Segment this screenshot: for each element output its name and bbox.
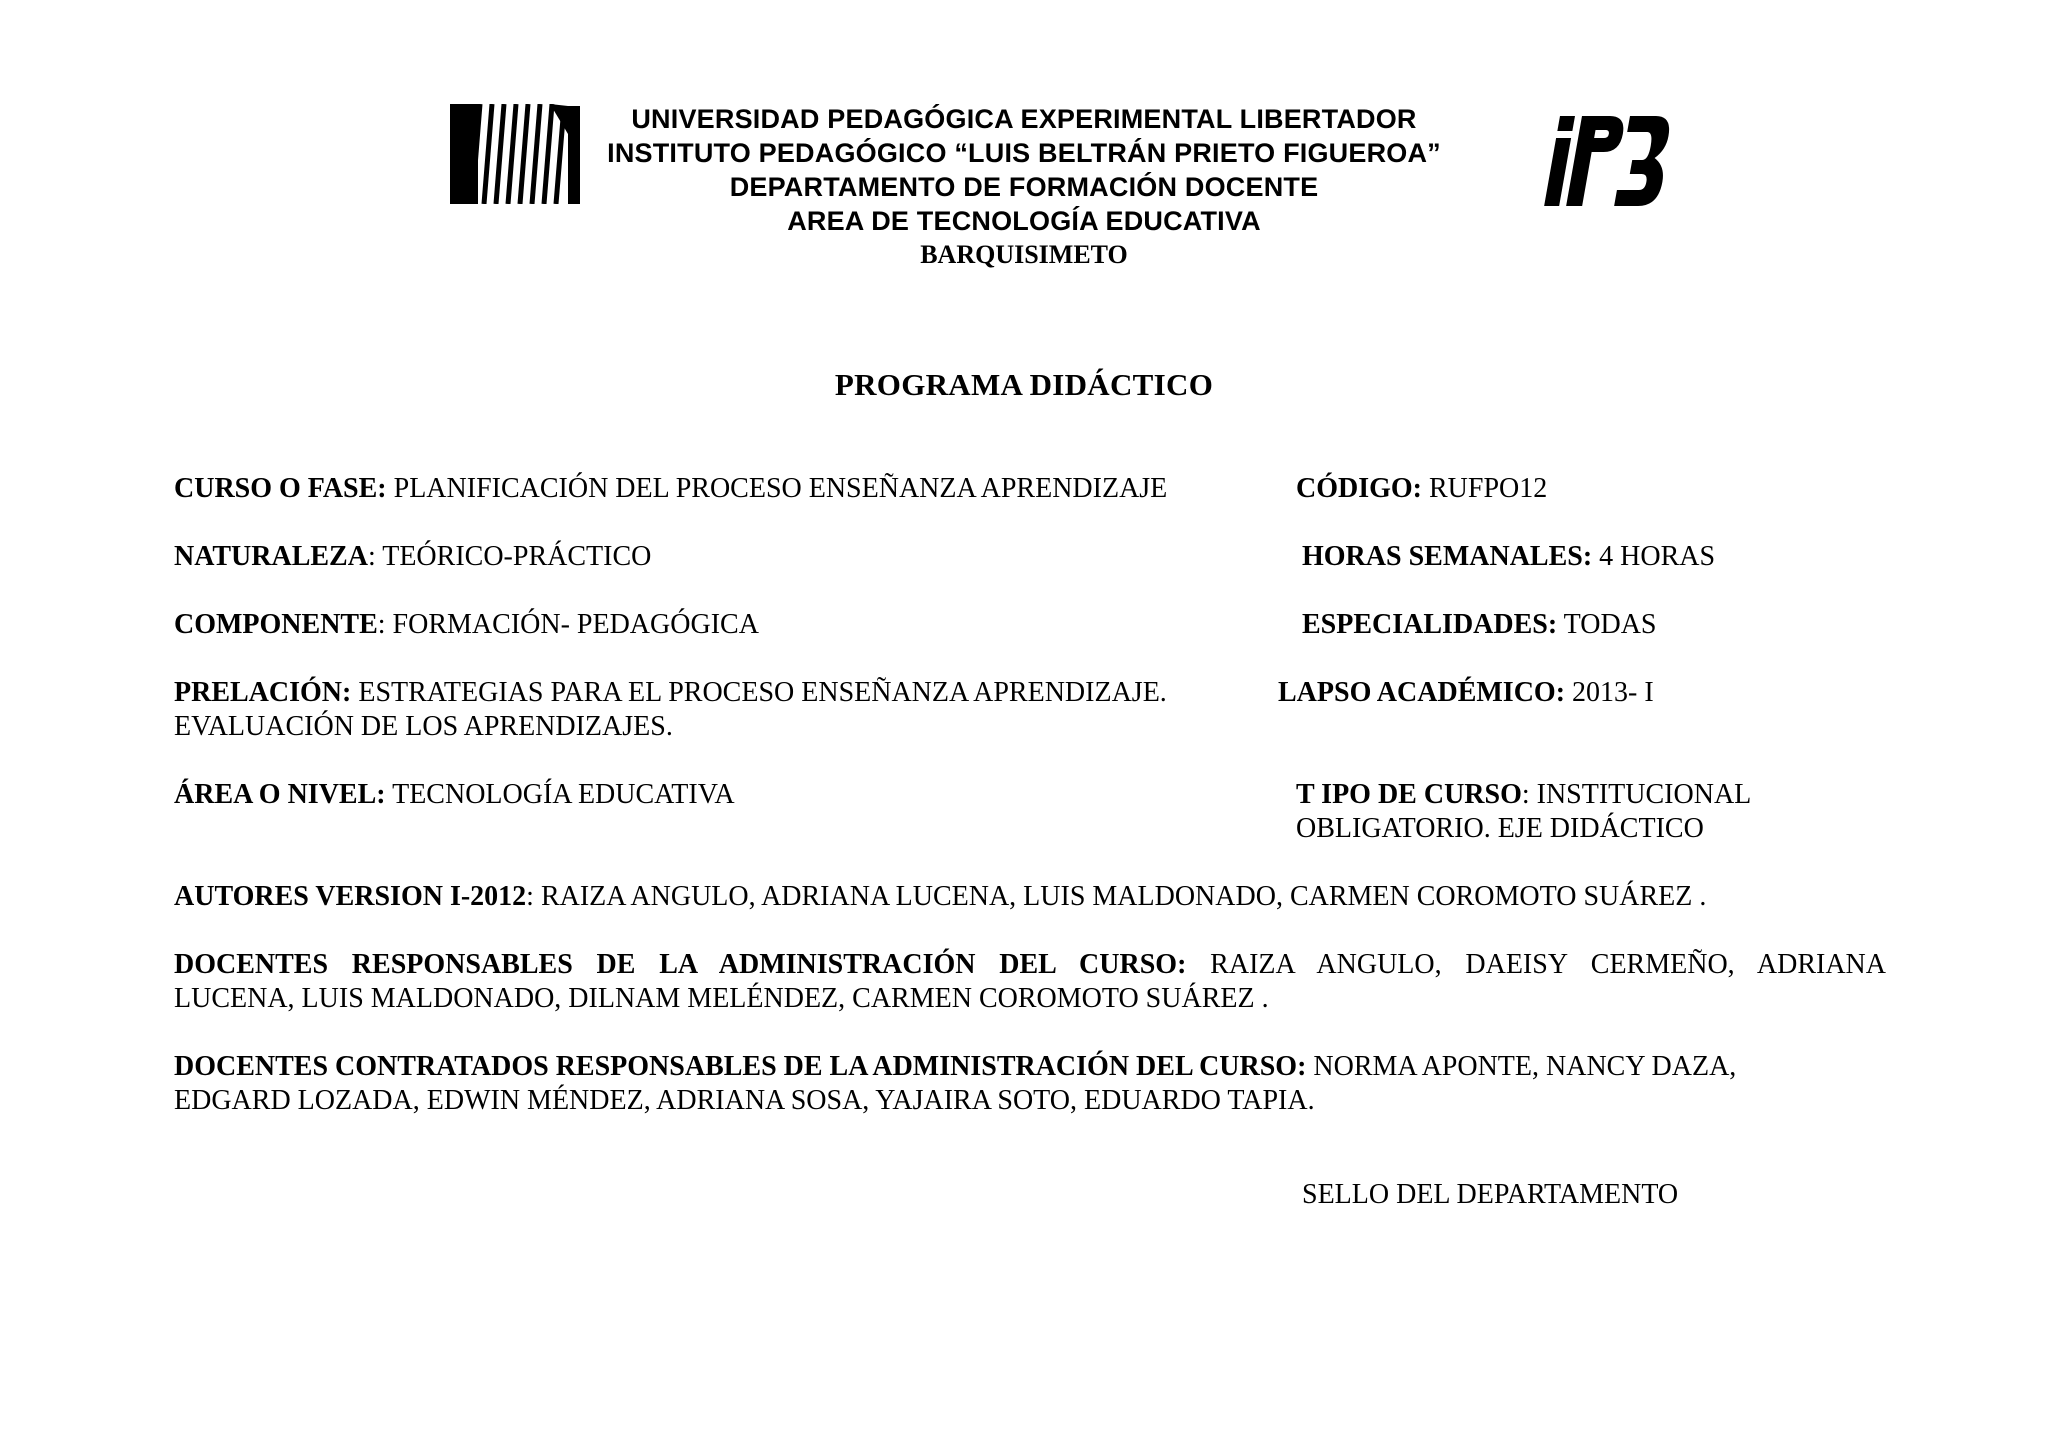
- tipo-curso-value-line2: OBLIGATORIO. EJE DIDÁCTICO: [1296, 813, 1704, 844]
- department-stamp-label: SELLO DEL DEPARTAMENTO: [1302, 1179, 1679, 1210]
- especialidades-value: TODAS: [1557, 609, 1657, 640]
- city-name: BARQUISIMETO: [920, 240, 1128, 269]
- contratados-value-line2: EDGARD LOZADA, EDWIN MÉNDEZ, ADRIANA SOSA, YAJAIRA SOTO, EDUARDO TAPIA.: [174, 1085, 1315, 1116]
- componente-value: : FORMACIÓN- PEDAGÓGICA: [377, 609, 759, 640]
- lapso-field: [1278, 676, 1654, 710]
- prelacion-value-line2: EVALUACIÓN DE LOS APRENDIZAJES.: [174, 711, 673, 742]
- lapso-value: 2013- I: [1565, 677, 1654, 708]
- autores-label: AUTORES VERSION I-2012: [174, 881, 527, 912]
- document-title: PROGRAMA DIDÁCTICO: [834, 367, 1214, 402]
- area-nivel-label: ÁREA O NIVEL:: [174, 779, 386, 810]
- especialidades-label: ESPECIALIDADES:: [1302, 609, 1558, 640]
- autores-field: [174, 880, 1706, 914]
- docentes-value-line2: LUCENA, LUIS MALDONADO, DILNAM MELÉNDEZ, CARMEN COROMOTO SUÁREZ .: [174, 983, 1269, 1014]
- contratados-value: NORMA APONTE, NANCY DAZA,: [1306, 1051, 1737, 1082]
- lapso-label: LAPSO ACADÉMICO:: [1278, 677, 1566, 708]
- curso-fase-value: PLANIFICACIÓN DEL PROCESO ENSEÑANZA APRENDIZAJE: [386, 473, 1168, 504]
- horas-label: HORAS SEMANALES:: [1302, 541, 1593, 572]
- codigo-label: CÓDIGO:: [1296, 473, 1422, 504]
- naturaleza-label: NATURALEZA: [174, 541, 368, 572]
- componente-field: [174, 608, 759, 642]
- naturaleza-field: [174, 540, 651, 574]
- tipo-curso-value: : INSTITUCIONAL: [1521, 779, 1752, 810]
- tipo-curso-label: T IPO DE CURSO: [1296, 779, 1522, 810]
- naturaleza-value: : TEÓRICO-PRÁCTICO: [367, 541, 652, 572]
- codigo-field: [1296, 472, 1547, 506]
- prelacion-field: [174, 676, 1167, 710]
- curso-fase-field: [174, 472, 1167, 506]
- horas-value: 4 HORAS: [1592, 541, 1716, 572]
- prelacion-value: ESTRATEGIAS PARA EL PROCESO ENSEÑANZA APRENDIZAJE.: [351, 677, 1167, 708]
- department-name: DEPARTAMENTO DE FORMACIÓN DOCENTE: [729, 172, 1319, 202]
- horas-field: [1302, 540, 1715, 574]
- docentes-value: RAIZA ANGULO, DAEISY CERMEÑO, ADRIANA: [1186, 949, 1887, 980]
- autores-value: : RAIZA ANGULO, ADRIANA LUCENA, LUIS MALDONADO, CARMEN COROMOTO SUÁREZ .: [526, 881, 1707, 912]
- contratados-field: [174, 1050, 1886, 1118]
- institute-name: INSTITUTO PEDAGÓGICO “LUIS BELTRÁN PRIETO FIGUEROA”: [607, 138, 1441, 168]
- contratados-label: DOCENTES CONTRATADOS RESPONSABLES DE LA ADMINISTRACIÓN DEL CURSO:: [174, 1051, 1307, 1082]
- area-name: AREA DE TECNOLOGÍA EDUCATIVA: [787, 206, 1261, 236]
- university-name: UNIVERSIDAD PEDAGÓGICA EXPERIMENTAL LIBERTADOR: [631, 104, 1417, 134]
- prelacion-label: PRELACIÓN:: [174, 677, 352, 708]
- codigo-value: RUFPO12: [1422, 473, 1548, 504]
- ipb-logo: [1544, 116, 1672, 211]
- area-nivel-value: TECNOLOGÍA EDUCATIVA: [385, 779, 735, 810]
- especialidades-field: [1302, 608, 1657, 642]
- curso-fase-label: CURSO O FASE:: [174, 473, 387, 504]
- componente-label: COMPONENTE: [174, 609, 378, 640]
- docentes-label: DOCENTES RESPONSABLES DE LA ADMINISTRACIÓN DEL CURSO:: [174, 949, 1187, 980]
- area-nivel-field: [174, 778, 735, 812]
- docentes-field: [174, 948, 1886, 1016]
- tipo-curso-field: [1296, 778, 1751, 812]
